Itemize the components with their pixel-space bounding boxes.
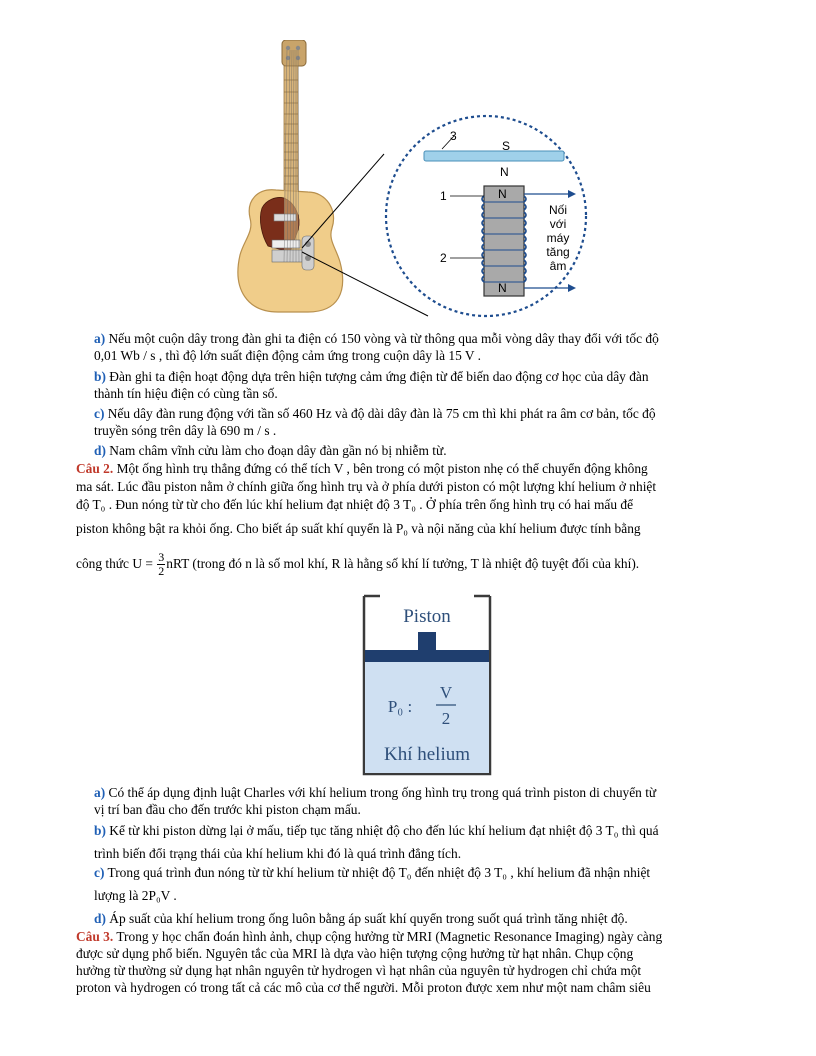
q2-option-b: b) Kể từ khi piston dừng lại ở mấu, tiếp tục tăng nhiệt độ cho đến lúc khí helium đạt nhiệt độ 3 T₀ thì quá [94,823,659,838]
label-n-bot: N [498,281,507,295]
svg-text:với: với [549,217,567,231]
svg-text:máy: máy [546,231,570,245]
guitar-string-bar [424,151,564,161]
pressure-label: P₀ : [387,697,413,716]
guitar-pickup-figure [228,40,588,340]
formula-fraction: $\frac{3}{2}$ [158,550,165,579]
q2-option-b-cont: trình biến đổi trạng thái của khí helium khi đó là quá trình đẳng tích. [94,846,462,861]
q3-stem-line2: được sử dụng phổ biến. Nguyên tắc của MRI là dựa vào hiện tượng cộng hưởng từ hạt nhân. Chụp cộng [76,946,634,961]
piston-cylinder-figure [360,592,494,778]
q1-option-c: c) Nếu dây đàn rung động với tần số 460 Hz và độ dài dây đàn là 75 cm thì khi phát ra âm cơ bản, tốc độ [94,406,656,421]
q3-stem-line3: hưởng từ thường sử dụng hạt nhân nguyên tử hydrogen vì hạt nhân của nguyên tử hydrogen chỉ chứa một [76,963,642,978]
label-n-mid: N [498,187,507,201]
piston-label: Piston [403,606,451,627]
q2-option-a: a) Có thể áp dụng định luật Charles với khí helium trong ống hình trụ trong quá trình piston di chuyển từ [94,785,657,800]
q2-stem-formula-line: công thức U = $\frac{3}{2}$ nRT (trong đó n là số mol khí, R là hằng số khí lí tưởng, T là nhiệt độ tuyệt đối của khí). [76,550,640,579]
volume-numerator: V [439,683,453,702]
guitar-illustration [238,40,343,312]
q2-option-c: c) Trong quá trình đun nóng từ từ khí helium từ nhiệt độ T₀ đến nhiệt độ 3 T₀ , khí helium đã nhận nhiệt [94,865,651,880]
q3-stem-line4: proton và hydrogen có trong tất cả các mô của cơ thể người. Mỗi proton được xem như một nam châm siêu [76,980,651,995]
q2-option-d: d) Áp suất của khí helium trong ống luôn bằng áp suất khí quyển trong suốt quá trình tăng nhiệt độ. [94,911,628,926]
volume-denominator: 2 [441,709,451,728]
q1-option-b: b) Đàn ghi ta điện hoạt động dựa trên hiện tượng cảm ứng điện từ để biến dao động cơ học của dây đàn [94,369,649,384]
q2-stem-line3: độ T₀ . Đun nóng từ từ cho đến lúc khí helium đạt nhiệt độ 3 T₀ . Ở phía trên ống hình trụ có hai mấu để [76,497,634,512]
label-s-pole: S [502,139,511,153]
svg-text:âm: âm [549,259,567,273]
piston-rod [418,632,436,652]
q2-stem-line1: Câu 2. Một ống hình trụ thẳng đứng có thể tích V , bên trong có một piston nhẹ có thể chuyển động không [76,461,648,476]
helium-label: Khí helium [383,744,471,765]
amplifier-connection-label [546,203,569,273]
label-3: 3 [450,129,457,143]
q1-option-a: a) Nếu một cuộn dây trong đàn ghi ta điện có 150 vòng và từ thông qua mỗi vòng dây thay đổi với tốc độ [94,331,659,346]
label-1: 1 [440,189,447,203]
svg-text:Nối: Nối [548,203,568,217]
q2-stem-line2: ma sát. Lúc đầu piston nằm ở chính giữa ống hình trụ và ở phía dưới piston có một lượng khí helium ở nhiệt [76,479,657,494]
q3-stem-line1: Câu 3. Trong y học chẩn đoán hình ảnh, chụp cộng hưởng từ MRI (Magnetic Resonance Imaging) ngày càng [76,929,663,944]
q2-option-a-cont: vị trí ban đầu cho đến trước khi piston chạm mấu. [94,802,361,817]
q2-option-c-cont: lượng là 2P₀V . [94,888,177,903]
svg-text:tăng: tăng [546,245,570,259]
q1-option-b-cont: thành tín hiệu điện có cùng tần số. [94,386,278,401]
q1-option-d: d) Nam châm vĩnh cửu làm cho đoạn dây đàn gần nó bị nhiễm từ. [94,443,447,458]
q1-option-c-cont: truyền sóng trên dây là 690 m / s . [94,423,277,438]
q1-option-a-cont: 0,01 Wb / s , thì độ lớn suất điện động cảm ứng trong cuộn dây là 15 V . [94,348,482,363]
q2-stem-line4: piston không bật ra khỏi ống. Cho biết áp suất khí quyển là P₀ và nội năng của khí helium được tính bằng [76,521,641,536]
label-2: 2 [440,251,447,265]
label-n-top: N [500,165,509,179]
